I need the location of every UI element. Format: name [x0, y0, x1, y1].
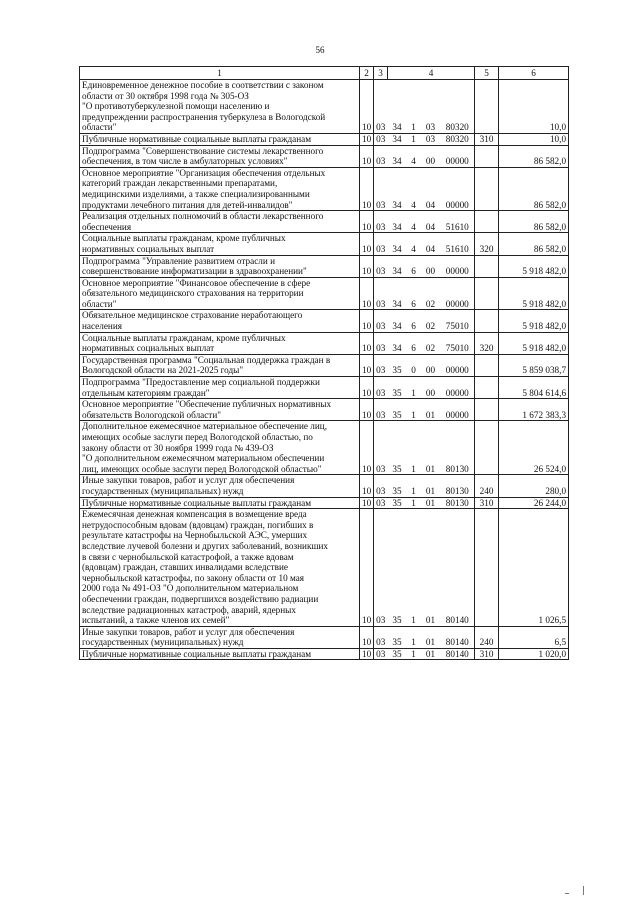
row-code-c4c: 03 [421, 133, 441, 145]
row-amount: 86 582,0 [499, 233, 569, 255]
row-code-c4c: 01 [421, 509, 441, 627]
table-row [80, 80, 569, 134]
row-code-c5 [475, 277, 499, 310]
table-row [80, 354, 569, 376]
row-code-c4b: 1 [407, 475, 421, 497]
row-code-c2: 10 [360, 211, 374, 233]
row-amount: 10,0 [499, 133, 569, 145]
row-code-c4a: 35 [388, 626, 407, 648]
row-code-c2: 10 [360, 332, 374, 354]
row-code-c4d: 80130 [441, 421, 475, 475]
row-amount: 6,5 [499, 626, 569, 648]
row-code-c4a: 35 [388, 648, 407, 660]
row-code-c4b: 1 [407, 80, 421, 134]
row-code-c3: 03 [374, 233, 388, 255]
table-row [80, 145, 569, 167]
row-code-c4d: 75010 [441, 310, 475, 332]
row-code-c2: 10 [360, 626, 374, 648]
row-code-c2: 10 [360, 80, 374, 134]
row-code-c4c: 02 [421, 310, 441, 332]
row-code-c5 [475, 310, 499, 332]
row-code-c4c: 02 [421, 332, 441, 354]
row-code-c2: 10 [360, 377, 374, 399]
row-code-c4d: 00000 [441, 399, 475, 421]
row-description: Иные закупки товаров, работ и услуг для обеспечения государственных (муниципальных) нужд [80, 626, 360, 648]
row-amount: 5 804 614,6 [499, 377, 569, 399]
table-row [80, 399, 569, 421]
row-description: Публичные нормативные социальные выплаты гражданам [80, 648, 360, 660]
row-code-c4a: 35 [388, 475, 407, 497]
row-code-c4c: 01 [421, 399, 441, 421]
row-amount: 10,0 [499, 80, 569, 134]
row-code-c4a: 34 [388, 80, 407, 134]
row-code-c4c: 04 [421, 167, 441, 210]
row-code-c4d: 51610 [441, 211, 475, 233]
row-description: Государственная программа "Социальная поддержка граждан в Вологодской области на 2021-2025 годы" [80, 354, 360, 376]
row-code-c4b: 6 [407, 255, 421, 277]
row-code-c5: 310 [475, 648, 499, 660]
table-row [80, 377, 569, 399]
row-description: Подпрограмма "Предоставление мер социальной поддержки отдельным категориям граждан" [80, 377, 360, 399]
row-code-c4d: 80130 [441, 475, 475, 497]
header-cell-1: 1 [80, 67, 360, 80]
row-code-c4a: 35 [388, 497, 407, 509]
row-code-c4b: 1 [407, 133, 421, 145]
row-code-c3: 03 [374, 211, 388, 233]
row-amount: 5 918 482,0 [499, 277, 569, 310]
row-amount: 5 918 482,0 [499, 310, 569, 332]
row-description: Социальные выплаты гражданам, кроме публичных нормативных социальных выплат [80, 233, 360, 255]
row-code-c3: 03 [374, 399, 388, 421]
row-amount: 26 244,0 [499, 497, 569, 509]
row-code-c2: 10 [360, 399, 374, 421]
row-code-c4d: 00000 [441, 255, 475, 277]
row-code-c2: 10 [360, 354, 374, 376]
row-code-c4b: 4 [407, 145, 421, 167]
row-description: Обязательное медицинское страхование неработающего населения [80, 310, 360, 332]
row-amount: 26 524,0 [499, 421, 569, 475]
row-code-c4b: 1 [407, 497, 421, 509]
row-amount: 86 582,0 [499, 167, 569, 210]
row-code-c4b: 6 [407, 277, 421, 310]
row-description: Подпрограмма "Совершенствование системы лекарственного обеспечения, в том числе в амбулаторных условиях" [80, 145, 360, 167]
row-code-c4d: 00000 [441, 377, 475, 399]
row-code-c5 [475, 354, 499, 376]
row-code-c4c: 01 [421, 626, 441, 648]
row-amount: 5 859 038,7 [499, 354, 569, 376]
row-code-c4a: 35 [388, 377, 407, 399]
header-cell-3: 3 [374, 67, 388, 80]
row-code-c2: 10 [360, 277, 374, 310]
row-code-c5 [475, 80, 499, 134]
table-header-row [80, 67, 569, 80]
row-amount: 280,0 [499, 475, 569, 497]
row-code-c4d: 00000 [441, 277, 475, 310]
row-code-c4d: 80140 [441, 626, 475, 648]
row-code-c2: 10 [360, 421, 374, 475]
row-code-c4a: 34 [388, 310, 407, 332]
row-amount: 5 918 482,0 [499, 255, 569, 277]
row-code-c4b: 1 [407, 626, 421, 648]
row-code-c3: 03 [374, 145, 388, 167]
row-code-c4a: 34 [388, 277, 407, 310]
row-code-c5: 240 [475, 475, 499, 497]
table-row [80, 255, 569, 277]
row-code-c5 [475, 377, 499, 399]
row-code-c3: 03 [374, 354, 388, 376]
row-code-c4c: 00 [421, 354, 441, 376]
row-code-c5 [475, 145, 499, 167]
row-code-c4c: 02 [421, 277, 441, 310]
row-code-c5 [475, 255, 499, 277]
row-code-c2: 10 [360, 233, 374, 255]
row-description: Основное мероприятие "Организация обеспечения отдельных категорий граждан лекарственными препаратами, медицинскими изделиями, а также специализированными продуктами лечебного питания для детей-инвалидов" [80, 167, 360, 210]
row-code-c4b: 1 [407, 377, 421, 399]
row-code-c4a: 34 [388, 133, 407, 145]
row-code-c4b: 4 [407, 167, 421, 210]
row-code-c4a: 34 [388, 211, 407, 233]
row-code-c4b: 0 [407, 354, 421, 376]
row-description: Основное мероприятие "Финансовое обеспечение в сфере обязательного медицинского страхования на территории области" [80, 277, 360, 310]
row-code-c3: 03 [374, 80, 388, 134]
row-code-c4d: 80320 [441, 133, 475, 145]
row-code-c3: 03 [374, 133, 388, 145]
row-code-c3: 03 [374, 167, 388, 210]
row-code-c2: 10 [360, 648, 374, 660]
row-code-c4a: 35 [388, 399, 407, 421]
row-code-c5: 310 [475, 133, 499, 145]
row-code-c2: 10 [360, 145, 374, 167]
row-code-c5 [475, 211, 499, 233]
table-row [80, 475, 569, 497]
row-code-c5: 320 [475, 233, 499, 255]
table-row [80, 310, 569, 332]
row-code-c3: 03 [374, 255, 388, 277]
row-code-c3: 03 [374, 421, 388, 475]
header-cell-4: 4 [388, 67, 475, 80]
row-description: Публичные нормативные социальные выплаты гражданам [80, 133, 360, 145]
table-row [80, 332, 569, 354]
row-description: Дополнительное ежемесячное материальное обеспечение лиц, имеющих особые заслуги перед Вологодской областью, по закону области от 30 ноября 1999 года № 439-ОЗ "О дополнительном ежемесячном материальном обеспечении лиц, имеющих особые заслуги перед Вологодской областью" [80, 421, 360, 475]
row-code-c5 [475, 421, 499, 475]
row-code-c5: 240 [475, 626, 499, 648]
row-code-c4d: 75010 [441, 332, 475, 354]
row-code-c3: 03 [374, 377, 388, 399]
table-row [80, 421, 569, 475]
row-code-c2: 10 [360, 133, 374, 145]
row-code-c4d: 80320 [441, 80, 475, 134]
row-code-c3: 03 [374, 475, 388, 497]
row-description: Иные закупки товаров, работ и услуг для обеспечения государственных (муниципальных) нужд [80, 475, 360, 497]
row-code-c4c: 04 [421, 211, 441, 233]
row-code-c4c: 01 [421, 497, 441, 509]
row-code-c4b: 1 [407, 509, 421, 627]
row-code-c5 [475, 509, 499, 627]
row-code-c4a: 34 [388, 145, 407, 167]
row-code-c4b: 6 [407, 332, 421, 354]
row-code-c4a: 34 [388, 255, 407, 277]
row-code-c5: 310 [475, 497, 499, 509]
row-code-c3: 03 [374, 626, 388, 648]
row-code-c4c: 00 [421, 255, 441, 277]
row-code-c4d: 80130 [441, 497, 475, 509]
row-code-c4c: 00 [421, 145, 441, 167]
row-code-c4b: 1 [407, 648, 421, 660]
row-amount: 86 582,0 [499, 145, 569, 167]
row-amount: 1 026,5 [499, 509, 569, 627]
row-code-c3: 03 [374, 332, 388, 354]
table-row [80, 211, 569, 233]
row-code-c4c: 01 [421, 648, 441, 660]
row-code-c2: 10 [360, 497, 374, 509]
header-cell-5: 5 [475, 67, 499, 80]
page-number: 56 [315, 45, 325, 55]
row-code-c4b: 1 [407, 421, 421, 475]
row-amount: 1 020,0 [499, 648, 569, 660]
row-code-c2: 10 [360, 167, 374, 210]
row-code-c4b: 1 [407, 399, 421, 421]
row-code-c4a: 34 [388, 332, 407, 354]
budget-table [79, 66, 569, 660]
scan-mark [565, 893, 569, 894]
row-code-c3: 03 [374, 497, 388, 509]
row-description: Единовременное денежное пособие в соответствии с законом области от 30 октября 1998 года № 305-ОЗ "О противотуберкулезной помощи населению и предупреждении распространения туберкулеза в Вологодской области" [80, 80, 360, 134]
row-description: Подпрограмма "Управление развитием отрасли и совершенствование информатизации в здравоохранении" [80, 255, 360, 277]
row-code-c4b: 4 [407, 233, 421, 255]
row-code-c2: 10 [360, 509, 374, 627]
row-code-c4d: 00000 [441, 354, 475, 376]
row-code-c4c: 01 [421, 475, 441, 497]
row-code-c4d: 51610 [441, 233, 475, 255]
row-code-c4d: 00000 [441, 167, 475, 210]
row-description: Реализация отдельных полномочий в области лекарственного обеспечения [80, 211, 360, 233]
row-code-c4b: 6 [407, 310, 421, 332]
table-row [80, 277, 569, 310]
row-code-c2: 10 [360, 310, 374, 332]
row-code-c4c: 03 [421, 80, 441, 134]
row-amount: 1 672 383,3 [499, 399, 569, 421]
row-code-c3: 03 [374, 648, 388, 660]
row-description: Основное мероприятие "Обеспечение публичных нормативных обязательств Вологодской области" [80, 399, 360, 421]
row-code-c3: 03 [374, 310, 388, 332]
row-code-c3: 03 [374, 509, 388, 627]
row-code-c4c: 04 [421, 233, 441, 255]
table-row [80, 509, 569, 627]
row-description: Социальные выплаты гражданам, кроме публичных нормативных социальных выплат [80, 332, 360, 354]
row-code-c4d: 00000 [441, 145, 475, 167]
table-row [80, 167, 569, 210]
table-row [80, 497, 569, 509]
row-code-c4a: 34 [388, 167, 407, 210]
table-row [80, 233, 569, 255]
row-description: Публичные нормативные социальные выплаты гражданам [80, 497, 360, 509]
header-cell-6: 6 [499, 67, 569, 80]
scan-mark [583, 886, 584, 895]
row-code-c4a: 35 [388, 421, 407, 475]
row-amount: 86 582,0 [499, 211, 569, 233]
row-code-c3: 03 [374, 277, 388, 310]
row-code-c4d: 80140 [441, 509, 475, 627]
row-amount: 5 918 482,0 [499, 332, 569, 354]
row-description: Ежемесячная денежная компенсация в возмещение вреда нетрудоспособным вдовам (вдовцам) граждан, погибших в результате катастрофы на Чернобыльской АЭС, умерших вследствие лучевой болезни и других заболеваний, возникших в связи с чернобыльской катастрофой, а также вдовам (вдовцам) граждан, ставших инвалидами вследствие чернобыльской катастрофы, по закону области от 10 мая 2000 года № 491-ОЗ "О дополнительном материальном обеспечении граждан, подвергшихся воздействию радиации вследствие радиационных катастроф, аварий, ядерных испытаний, а также членов их семей" [80, 509, 360, 627]
row-code-c4a: 34 [388, 233, 407, 255]
row-code-c2: 10 [360, 475, 374, 497]
row-code-c4a: 35 [388, 354, 407, 376]
row-code-c5 [475, 167, 499, 210]
row-code-c4a: 35 [388, 509, 407, 627]
header-cell-2: 2 [360, 67, 374, 80]
table-row [80, 133, 569, 145]
row-code-c4b: 4 [407, 211, 421, 233]
row-code-c4c: 01 [421, 421, 441, 475]
row-code-c4c: 00 [421, 377, 441, 399]
row-code-c2: 10 [360, 255, 374, 277]
table-row [80, 626, 569, 648]
row-code-c5 [475, 399, 499, 421]
row-code-c4d: 80140 [441, 648, 475, 660]
table-row [80, 648, 569, 660]
row-code-c5: 320 [475, 332, 499, 354]
